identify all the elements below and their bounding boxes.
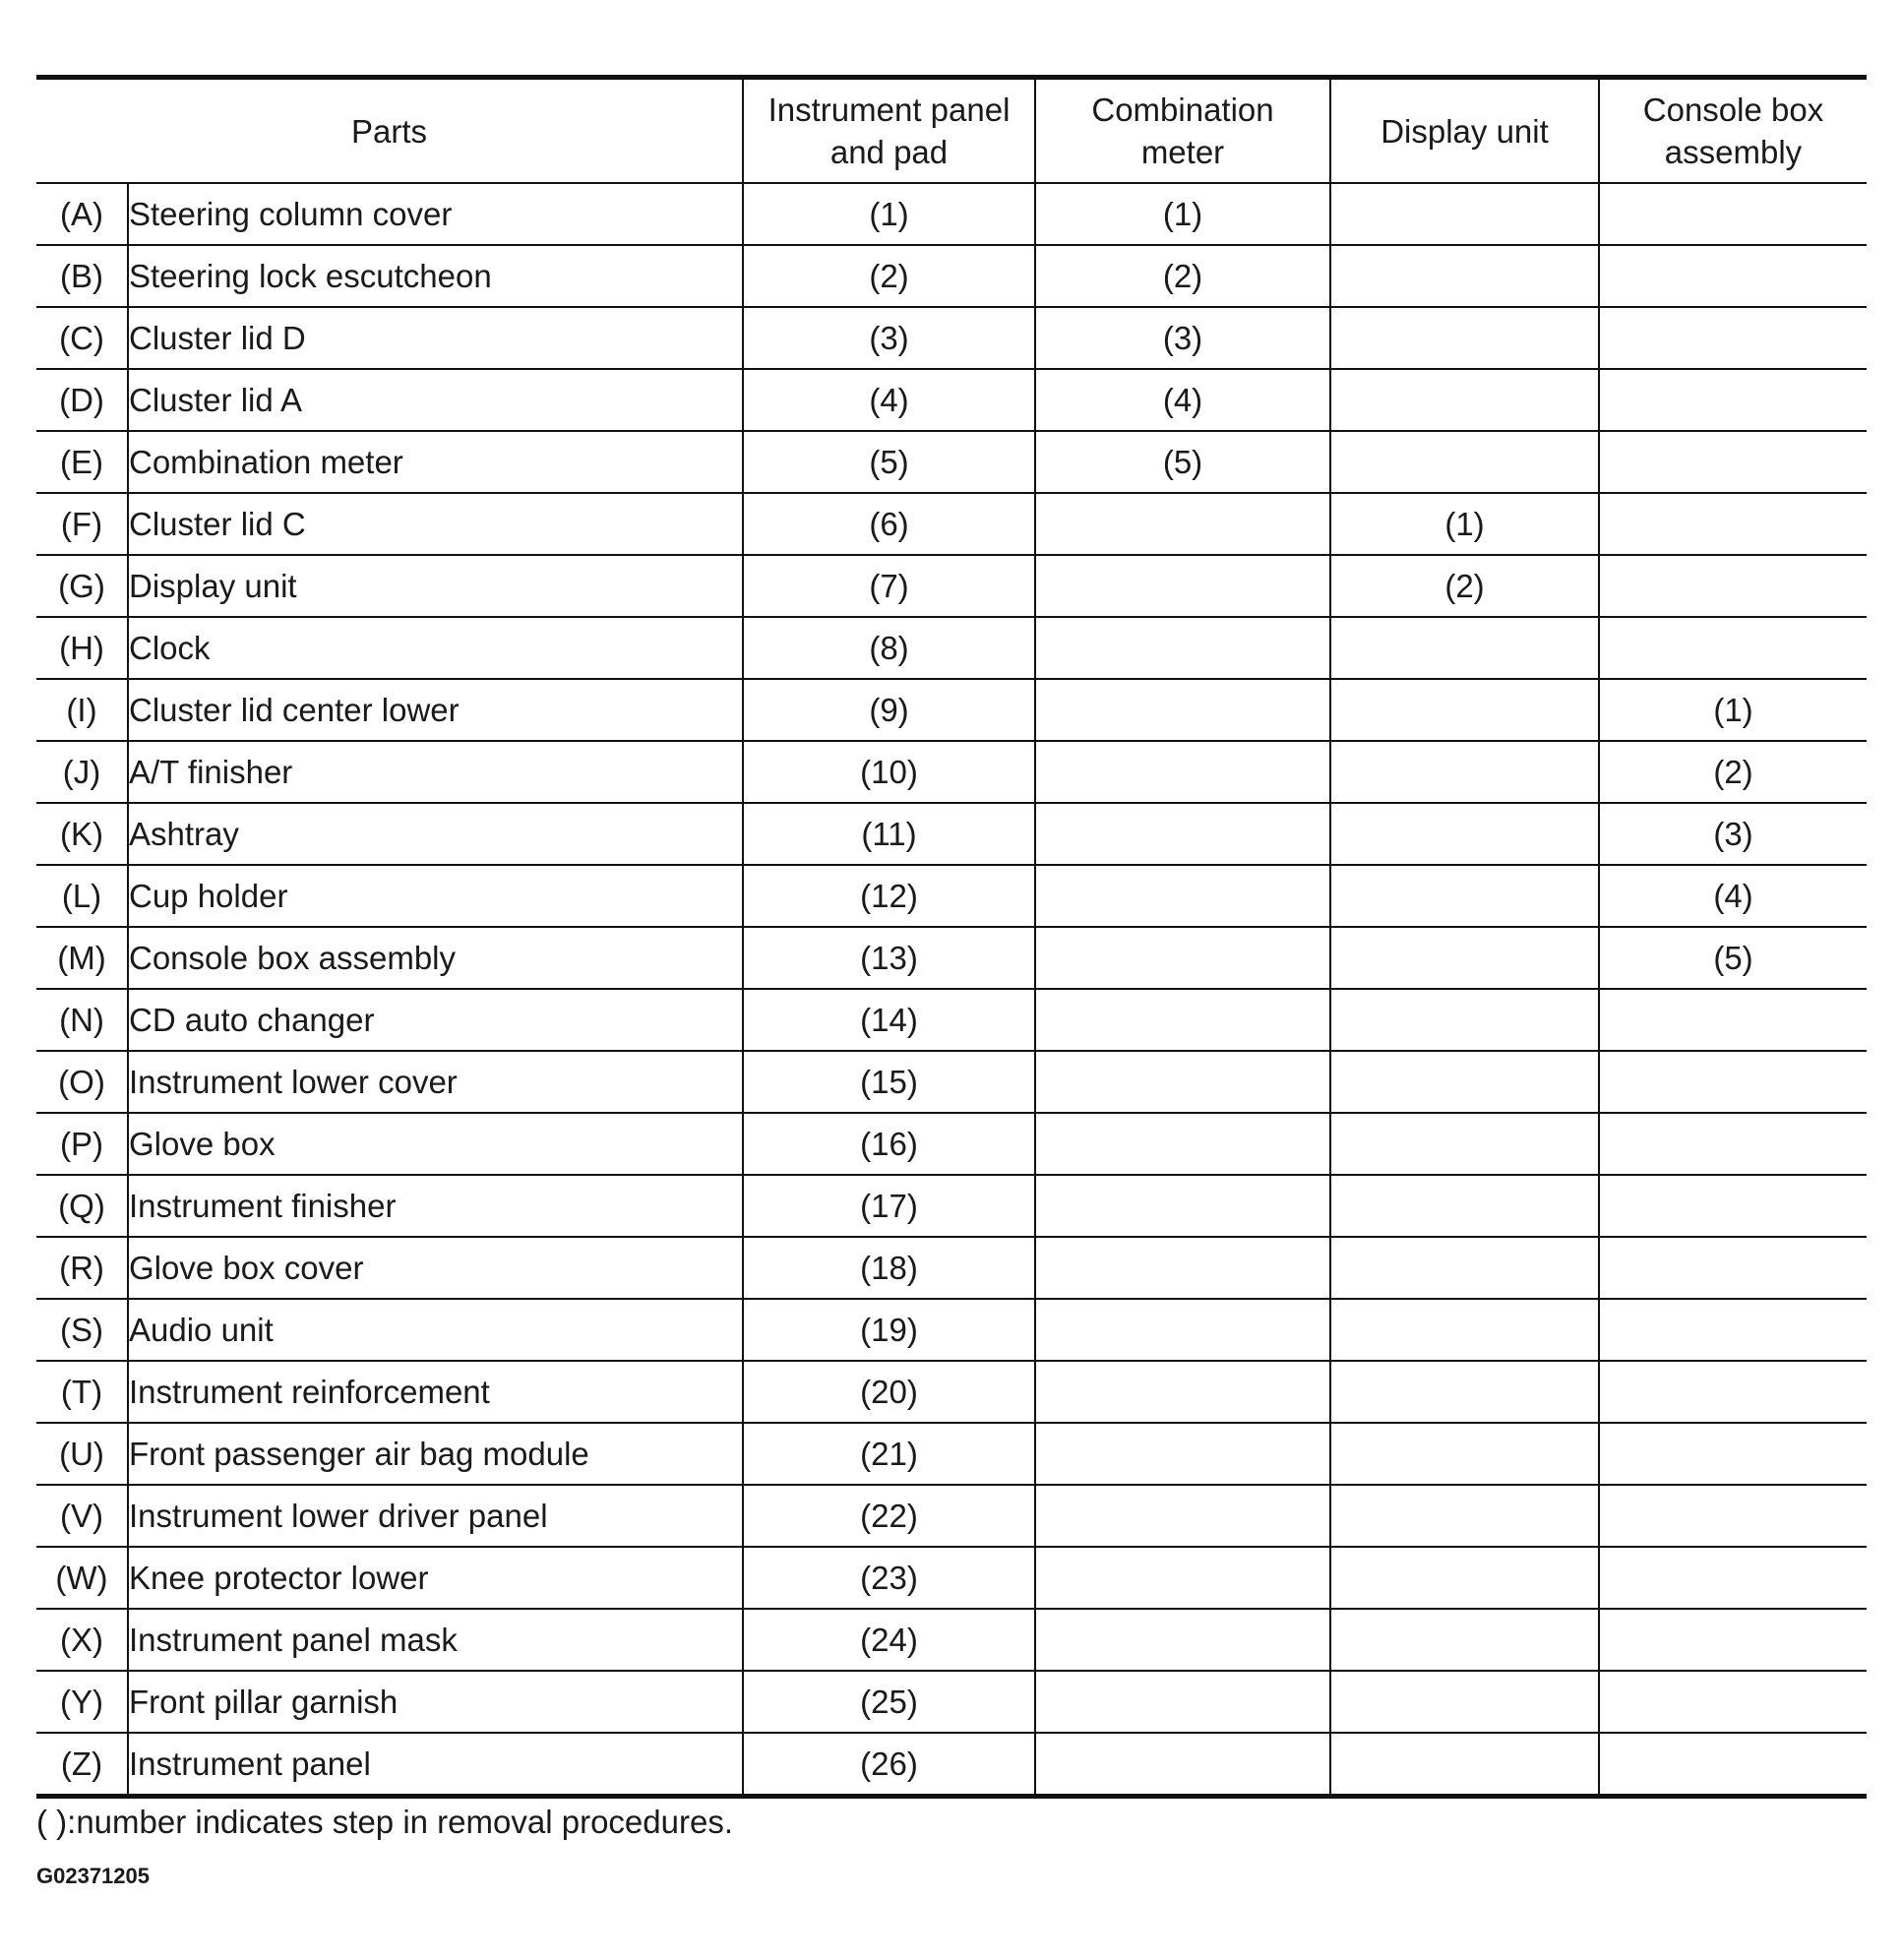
part-letter: (T) — [36, 1361, 128, 1423]
part-name: Cluster lid D — [128, 307, 743, 369]
step-display-unit — [1330, 1361, 1599, 1423]
step-instrument-panel: (16) — [743, 1113, 1035, 1175]
step-combination-meter: (2) — [1035, 245, 1330, 307]
step-display-unit — [1330, 989, 1599, 1051]
step-instrument-panel: (26) — [743, 1733, 1035, 1797]
part-letter: (S) — [36, 1299, 128, 1361]
table-row — [36, 1485, 1867, 1547]
header-combination-meter-line2: meter — [1140, 134, 1225, 170]
table-body — [36, 183, 1867, 1797]
step-console-box — [1599, 1299, 1867, 1361]
step-display-unit — [1330, 741, 1599, 803]
step-combination-meter — [1035, 1671, 1330, 1733]
part-letter: (B) — [36, 245, 128, 307]
step-console-box — [1599, 1361, 1867, 1423]
step-console-box: (1) — [1599, 679, 1867, 741]
step-instrument-panel: (3) — [743, 307, 1035, 369]
step-console-box — [1599, 1733, 1867, 1797]
table-row — [36, 1733, 1867, 1797]
header-instrument-panel — [743, 78, 1035, 184]
part-name: Clock — [128, 617, 743, 679]
part-name: Ashtray — [128, 803, 743, 865]
step-console-box — [1599, 989, 1867, 1051]
step-console-box — [1599, 183, 1867, 245]
step-instrument-panel: (20) — [743, 1361, 1035, 1423]
part-letter: (I) — [36, 679, 128, 741]
part-letter: (H) — [36, 617, 128, 679]
step-instrument-panel: (14) — [743, 989, 1035, 1051]
part-letter: (D) — [36, 369, 128, 431]
table-row — [36, 1237, 1867, 1299]
step-instrument-panel: (21) — [743, 1423, 1035, 1485]
step-display-unit — [1330, 431, 1599, 493]
step-combination-meter — [1035, 1485, 1330, 1547]
part-name: Instrument finisher — [128, 1175, 743, 1237]
table-row — [36, 1547, 1867, 1609]
part-name: Console box assembly — [128, 927, 743, 989]
step-instrument-panel: (18) — [743, 1237, 1035, 1299]
step-console-box — [1599, 1113, 1867, 1175]
table-row — [36, 1113, 1867, 1175]
part-name: Front passenger air bag module — [128, 1423, 743, 1485]
step-display-unit — [1330, 617, 1599, 679]
step-display-unit — [1330, 1547, 1599, 1609]
step-instrument-panel: (10) — [743, 741, 1035, 803]
step-combination-meter: (1) — [1035, 183, 1330, 245]
part-letter: (G) — [36, 555, 128, 617]
table-header-row — [36, 78, 1867, 184]
part-name: Instrument lower driver panel — [128, 1485, 743, 1547]
step-display-unit — [1330, 1609, 1599, 1671]
step-combination-meter — [1035, 1361, 1330, 1423]
step-console-box — [1599, 431, 1867, 493]
part-letter: (K) — [36, 803, 128, 865]
step-combination-meter — [1035, 679, 1330, 741]
step-display-unit — [1330, 1237, 1599, 1299]
step-console-box — [1599, 1671, 1867, 1733]
step-display-unit — [1330, 1051, 1599, 1113]
step-display-unit — [1330, 1671, 1599, 1733]
step-combination-meter: (5) — [1035, 431, 1330, 493]
step-console-box — [1599, 555, 1867, 617]
part-name: Instrument panel — [128, 1733, 743, 1797]
part-letter: (F) — [36, 493, 128, 555]
step-combination-meter — [1035, 803, 1330, 865]
step-console-box — [1599, 493, 1867, 555]
figure-code: G02371205 — [36, 1864, 150, 1888]
table-row — [36, 803, 1867, 865]
header-parts: Parts — [36, 78, 743, 184]
table-row — [36, 617, 1867, 679]
table-row — [36, 1609, 1867, 1671]
part-name: Cup holder — [128, 865, 743, 927]
step-console-box — [1599, 1485, 1867, 1547]
header-display-unit: Display unit — [1330, 78, 1599, 184]
table-row — [36, 989, 1867, 1051]
step-combination-meter — [1035, 989, 1330, 1051]
part-letter: (A) — [36, 183, 128, 245]
step-console-box: (5) — [1599, 927, 1867, 989]
part-letter: (X) — [36, 1609, 128, 1671]
step-combination-meter — [1035, 617, 1330, 679]
step-display-unit — [1330, 679, 1599, 741]
step-display-unit — [1330, 183, 1599, 245]
header-instrument-panel-line2: and pad — [829, 134, 949, 170]
part-name: Glove box — [128, 1113, 743, 1175]
step-combination-meter — [1035, 1175, 1330, 1237]
part-name: CD auto changer — [128, 989, 743, 1051]
step-instrument-panel: (24) — [743, 1609, 1035, 1671]
table-row — [36, 1671, 1867, 1733]
footnote: ( ):number indicates step in removal procedures. — [36, 1804, 733, 1840]
header-console-box-line1: Console box — [1642, 92, 1824, 128]
part-name: Audio unit — [128, 1299, 743, 1361]
step-combination-meter — [1035, 1609, 1330, 1671]
step-instrument-panel: (2) — [743, 245, 1035, 307]
table-row — [36, 1051, 1867, 1113]
step-combination-meter — [1035, 865, 1330, 927]
table-row — [36, 865, 1867, 927]
step-combination-meter — [1035, 1423, 1330, 1485]
table-row — [36, 493, 1867, 555]
part-letter: (L) — [36, 865, 128, 927]
part-letter: (R) — [36, 1237, 128, 1299]
step-combination-meter — [1035, 741, 1330, 803]
header-combination-meter — [1035, 78, 1330, 184]
step-display-unit — [1330, 1733, 1599, 1797]
part-letter: (Q) — [36, 1175, 128, 1237]
step-instrument-panel: (5) — [743, 431, 1035, 493]
part-name: Instrument reinforcement — [128, 1361, 743, 1423]
table-row — [36, 183, 1867, 245]
step-instrument-panel: (19) — [743, 1299, 1035, 1361]
step-combination-meter — [1035, 927, 1330, 989]
part-name: Steering column cover — [128, 183, 743, 245]
table-row — [36, 679, 1867, 741]
step-combination-meter — [1035, 1237, 1330, 1299]
part-name: Steering lock escutcheon — [128, 245, 743, 307]
step-instrument-panel: (22) — [743, 1485, 1035, 1547]
step-console-box — [1599, 369, 1867, 431]
table-row — [36, 741, 1867, 803]
step-console-box — [1599, 1423, 1867, 1485]
part-name: Combination meter — [128, 431, 743, 493]
step-display-unit: (2) — [1330, 555, 1599, 617]
part-name: Cluster lid C — [128, 493, 743, 555]
part-letter: (O) — [36, 1051, 128, 1113]
step-combination-meter: (3) — [1035, 307, 1330, 369]
part-letter: (W) — [36, 1547, 128, 1609]
part-letter: (V) — [36, 1485, 128, 1547]
step-display-unit — [1330, 307, 1599, 369]
step-combination-meter — [1035, 493, 1330, 555]
header-instrument-panel-line1: Instrument panel — [767, 92, 1011, 128]
step-combination-meter — [1035, 1547, 1330, 1609]
step-instrument-panel: (7) — [743, 555, 1035, 617]
step-display-unit: (1) — [1330, 493, 1599, 555]
step-instrument-panel: (13) — [743, 927, 1035, 989]
step-display-unit — [1330, 927, 1599, 989]
part-name: Cluster lid A — [128, 369, 743, 431]
part-letter: (N) — [36, 989, 128, 1051]
step-display-unit — [1330, 1423, 1599, 1485]
step-instrument-panel: (6) — [743, 493, 1035, 555]
part-letter: (C) — [36, 307, 128, 369]
table-row — [36, 245, 1867, 307]
part-letter: (Z) — [60, 1745, 103, 1782]
step-instrument-panel: (12) — [743, 865, 1035, 927]
step-display-unit — [1330, 1299, 1599, 1361]
step-instrument-panel: (1) — [743, 183, 1035, 245]
step-console-box — [1599, 1609, 1867, 1671]
table-row — [36, 307, 1867, 369]
step-console-box — [1599, 1175, 1867, 1237]
step-console-box — [1599, 245, 1867, 307]
parts-table-container — [36, 75, 1867, 1799]
step-display-unit — [1330, 803, 1599, 865]
part-name: Instrument panel mask — [128, 1609, 743, 1671]
part-name: Knee protector lower — [128, 1547, 743, 1609]
part-letter: (Y) — [36, 1671, 128, 1733]
part-letter: (J) — [36, 741, 128, 803]
step-display-unit — [1330, 865, 1599, 927]
header-console-box-line2: assembly — [1664, 134, 1803, 170]
part-name: A/T finisher — [128, 741, 743, 803]
header-combination-meter-line1: Combination — [1091, 92, 1274, 128]
table-row — [36, 1423, 1867, 1485]
step-combination-meter — [1035, 1733, 1330, 1797]
table-row — [36, 1175, 1867, 1237]
step-console-box — [1599, 1547, 1867, 1609]
step-combination-meter — [1035, 1051, 1330, 1113]
step-console-box — [1599, 1051, 1867, 1113]
table-row — [36, 555, 1867, 617]
parts-removal-table — [36, 75, 1867, 1799]
step-instrument-panel: (17) — [743, 1175, 1035, 1237]
step-instrument-panel: (25) — [743, 1671, 1035, 1733]
part-name: Front pillar garnish — [128, 1671, 743, 1733]
step-instrument-panel: (4) — [743, 369, 1035, 431]
part-letter: (U) — [36, 1423, 128, 1485]
step-console-box: (3) — [1599, 803, 1867, 865]
step-console-box: (2) — [1599, 741, 1867, 803]
step-combination-meter — [1035, 1299, 1330, 1361]
table-row — [36, 1299, 1867, 1361]
part-letter: (P) — [36, 1113, 128, 1175]
step-instrument-panel: (15) — [743, 1051, 1035, 1113]
step-instrument-panel: (8) — [743, 617, 1035, 679]
part-letter: (M) — [36, 927, 128, 989]
step-combination-meter — [1035, 1113, 1330, 1175]
part-letter: (E) — [36, 431, 128, 493]
step-console-box — [1599, 617, 1867, 679]
part-name: Display unit — [128, 555, 743, 617]
step-console-box: (4) — [1599, 865, 1867, 927]
table-row — [36, 1361, 1867, 1423]
table-row — [36, 369, 1867, 431]
step-combination-meter — [1035, 555, 1330, 617]
step-instrument-panel: (23) — [743, 1547, 1035, 1609]
step-console-box — [1599, 307, 1867, 369]
table-row — [36, 927, 1867, 989]
step-combination-meter: (4) — [1035, 369, 1330, 431]
step-instrument-panel: (9) — [743, 679, 1035, 741]
step-console-box — [1599, 1237, 1867, 1299]
step-display-unit — [1330, 1175, 1599, 1237]
step-display-unit — [1330, 245, 1599, 307]
header-console-box — [1599, 78, 1867, 184]
step-instrument-panel: (11) — [743, 803, 1035, 865]
part-name: Instrument lower cover — [128, 1051, 743, 1113]
step-display-unit — [1330, 1485, 1599, 1547]
part-name: Glove box cover — [128, 1237, 743, 1299]
step-display-unit — [1330, 1113, 1599, 1175]
part-name: Cluster lid center lower — [128, 679, 743, 741]
step-display-unit — [1330, 369, 1599, 431]
table-row — [36, 431, 1867, 493]
